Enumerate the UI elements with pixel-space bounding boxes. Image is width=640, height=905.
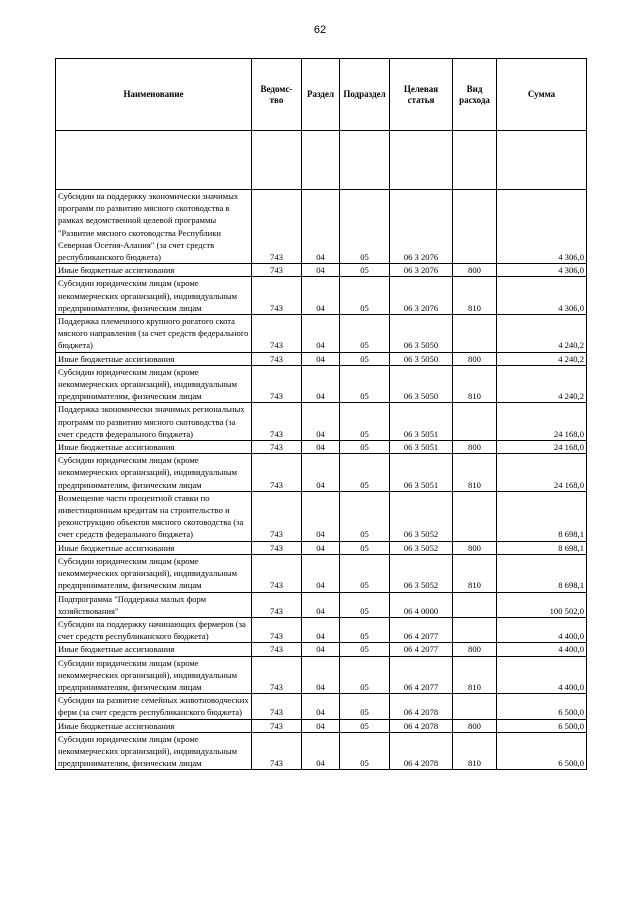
table-row xyxy=(56,541,587,554)
row-sum: 4 240,2 xyxy=(497,365,587,403)
row-section: 04 xyxy=(302,454,340,492)
table-row xyxy=(56,491,587,541)
row-subsection: 05 xyxy=(340,694,390,719)
row-dept: 743 xyxy=(252,277,302,315)
row-subsection: 05 xyxy=(340,643,390,656)
row-section: 04 xyxy=(302,541,340,554)
table-row xyxy=(56,719,587,732)
row-subsection: 05 xyxy=(340,365,390,403)
row-section: 04 xyxy=(302,656,340,694)
row-section: 04 xyxy=(302,441,340,454)
row-sum: 24 168,0 xyxy=(497,454,587,492)
row-dept: 743 xyxy=(252,592,302,617)
row-expense xyxy=(453,617,497,642)
row-article: 06 3 5052 xyxy=(390,541,453,554)
row-name: Субсидии юридическим лицам (кроме некоммерческих организаций), индивидуальным предпринимателям, физическим лицам xyxy=(56,277,252,315)
row-expense xyxy=(453,315,497,353)
row-name: Субсидии юридическим лицам (кроме некоммерческих организаций), индивидуальным предпринимателям, физическим лицам xyxy=(56,656,252,694)
row-name: Субсидии юридическим лицам (кроме некоммерческих организаций), индивидуальным предпринимателям, физическим лицам xyxy=(56,732,252,770)
row-dept: 743 xyxy=(252,694,302,719)
row-sum: 4 306,0 xyxy=(497,190,587,264)
row-expense xyxy=(453,491,497,541)
row-subsection: 05 xyxy=(340,592,390,617)
row-dept: 743 xyxy=(252,315,302,353)
row-sum: 4 306,0 xyxy=(497,277,587,315)
header-subsection: Подраздел xyxy=(340,59,390,131)
row-section: 04 xyxy=(302,719,340,732)
row-expense: 810 xyxy=(453,656,497,694)
row-sum: 4 400,0 xyxy=(497,643,587,656)
row-subsection: 05 xyxy=(340,277,390,315)
row-article: 06 3 5052 xyxy=(390,491,453,541)
row-sum: 100 502,0 xyxy=(497,592,587,617)
header-section: Раздел xyxy=(302,59,340,131)
row-expense xyxy=(453,190,497,264)
table-row xyxy=(56,592,587,617)
row-section: 04 xyxy=(302,277,340,315)
table-row xyxy=(56,277,587,315)
row-dept: 743 xyxy=(252,264,302,277)
row-name: Иные бюджетные ассигнования xyxy=(56,719,252,732)
row-subsection: 05 xyxy=(340,617,390,642)
row-article: 06 4 2078 xyxy=(390,694,453,719)
row-dept: 743 xyxy=(252,365,302,403)
row-sum: 4 400,0 xyxy=(497,617,587,642)
row-article: 06 3 5052 xyxy=(390,554,453,592)
row-article: 06 3 5051 xyxy=(390,403,453,441)
table-row xyxy=(56,190,587,264)
row-section: 04 xyxy=(302,403,340,441)
row-section: 04 xyxy=(302,315,340,353)
row-name: Иные бюджетные ассигнования xyxy=(56,643,252,656)
row-section: 04 xyxy=(302,365,340,403)
row-subsection: 05 xyxy=(340,441,390,454)
row-dept: 743 xyxy=(252,617,302,642)
row-subsection: 05 xyxy=(340,719,390,732)
row-dept: 743 xyxy=(252,541,302,554)
page-number: 62 xyxy=(313,24,327,36)
row-article: 06 3 5051 xyxy=(390,441,453,454)
header-expense: Вид расхода xyxy=(453,59,497,131)
row-subsection: 05 xyxy=(340,454,390,492)
row-section: 04 xyxy=(302,617,340,642)
table-row xyxy=(56,694,587,719)
row-name: Иные бюджетные ассигнования xyxy=(56,264,252,277)
row-article: 06 3 2076 xyxy=(390,277,453,315)
row-article: 06 4 2077 xyxy=(390,643,453,656)
row-dept: 743 xyxy=(252,719,302,732)
row-sum: 8 698,1 xyxy=(497,541,587,554)
row-expense: 800 xyxy=(453,719,497,732)
row-section: 04 xyxy=(302,264,340,277)
row-expense: 800 xyxy=(453,352,497,365)
row-sum: 24 168,0 xyxy=(497,441,587,454)
table-row xyxy=(56,656,587,694)
row-dept: 743 xyxy=(252,732,302,770)
row-dept: 743 xyxy=(252,441,302,454)
row-article: 06 3 5050 xyxy=(390,365,453,403)
row-sum: 8 698,1 xyxy=(497,554,587,592)
row-subsection: 05 xyxy=(340,541,390,554)
row-name: Субсидии юридическим лицам (кроме некоммерческих организаций), индивидуальным предпринимателям, физическим лицам xyxy=(56,454,252,492)
row-name: Иные бюджетные ассигнования xyxy=(56,352,252,365)
row-sum: 4 240,2 xyxy=(497,352,587,365)
row-article: 06 4 2077 xyxy=(390,617,453,642)
row-subsection: 05 xyxy=(340,656,390,694)
table-row xyxy=(56,441,587,454)
row-dept: 743 xyxy=(252,190,302,264)
row-section: 04 xyxy=(302,190,340,264)
row-expense: 800 xyxy=(453,643,497,656)
row-sum: 6 500,0 xyxy=(497,719,587,732)
row-sum: 24 168,0 xyxy=(497,403,587,441)
row-sum: 6 500,0 xyxy=(497,732,587,770)
row-subsection: 05 xyxy=(340,315,390,353)
spacer-row xyxy=(56,131,587,190)
header-name: Наименование xyxy=(56,59,252,131)
row-sum: 4 240,2 xyxy=(497,315,587,353)
row-section: 04 xyxy=(302,592,340,617)
table-row xyxy=(56,264,587,277)
row-sum: 4 400,0 xyxy=(497,656,587,694)
row-dept: 743 xyxy=(252,656,302,694)
row-dept: 743 xyxy=(252,554,302,592)
row-name: Иные бюджетные ассигнования xyxy=(56,541,252,554)
table-header-row xyxy=(56,59,587,131)
row-dept: 743 xyxy=(252,491,302,541)
row-article: 06 4 2078 xyxy=(390,732,453,770)
row-sum: 4 306,0 xyxy=(497,264,587,277)
row-dept: 743 xyxy=(252,454,302,492)
row-expense: 810 xyxy=(453,554,497,592)
row-sum: 6 500,0 xyxy=(497,694,587,719)
row-dept: 743 xyxy=(252,403,302,441)
table-row xyxy=(56,454,587,492)
row-article: 06 4 0000 xyxy=(390,592,453,617)
row-expense: 810 xyxy=(453,732,497,770)
row-article: 06 4 2077 xyxy=(390,656,453,694)
row-section: 04 xyxy=(302,694,340,719)
row-sum: 8 698,1 xyxy=(497,491,587,541)
row-name: Субсидии на поддержку начинающих фермеров (за счет средств республиканского бюджета) xyxy=(56,617,252,642)
row-article: 06 3 2076 xyxy=(390,190,453,264)
row-article: 06 3 5051 xyxy=(390,454,453,492)
row-section: 04 xyxy=(302,554,340,592)
row-subsection: 05 xyxy=(340,264,390,277)
row-name: Подпрограмма "Поддержка малых форм хозяйствования" xyxy=(56,592,252,617)
row-name: Субсидии юридическим лицам (кроме некоммерческих организаций), индивидуальным предпринимателям, физическим лицам xyxy=(56,365,252,403)
header-sum: Сумма xyxy=(497,59,587,131)
row-article: 06 4 2078 xyxy=(390,719,453,732)
row-expense: 810 xyxy=(453,454,497,492)
row-section: 04 xyxy=(302,352,340,365)
row-name: Субсидии юридическим лицам (кроме некоммерческих организаций), индивидуальным предпринимателям, физическим лицам xyxy=(56,554,252,592)
row-expense: 800 xyxy=(453,264,497,277)
row-dept: 743 xyxy=(252,643,302,656)
table-row xyxy=(56,403,587,441)
row-expense xyxy=(453,694,497,719)
row-expense xyxy=(453,592,497,617)
row-article: 06 3 5050 xyxy=(390,315,453,353)
header-dept: Ведомс- тво xyxy=(252,59,302,131)
row-subsection: 05 xyxy=(340,190,390,264)
row-subsection: 05 xyxy=(340,352,390,365)
row-dept: 743 xyxy=(252,352,302,365)
row-subsection: 05 xyxy=(340,491,390,541)
row-subsection: 05 xyxy=(340,403,390,441)
row-name: Субсидии на развитие семейных животноводческих ферм (за счет средств республиканского бюджета) xyxy=(56,694,252,719)
row-article: 06 3 5050 xyxy=(390,352,453,365)
row-name: Поддержка экономически значимых региональных программ по развитию мясного скотоводства (за счет средств федерального бюджета) xyxy=(56,403,252,441)
row-expense: 800 xyxy=(453,541,497,554)
row-expense: 800 xyxy=(453,441,497,454)
row-name: Поддержка племенного крупного рогатого скота мясного направления (за счет средств федерального бюджета) xyxy=(56,315,252,353)
row-section: 04 xyxy=(302,732,340,770)
row-name: Субсидии на поддержку экономически значимых программ по развитию мясного скотоводства в рамках ведомственной целевой программы "Развитие мясного скотоводства Республики Северная Осетия-Алания" (за счет средств республиканского бюджета) xyxy=(56,190,252,264)
row-section: 04 xyxy=(302,643,340,656)
table-row xyxy=(56,732,587,770)
row-expense xyxy=(453,403,497,441)
table-row xyxy=(56,643,587,656)
row-article: 06 3 2076 xyxy=(390,264,453,277)
budget-table xyxy=(55,58,587,770)
table-row xyxy=(56,617,587,642)
row-subsection: 05 xyxy=(340,554,390,592)
row-name: Иные бюджетные ассигнования xyxy=(56,441,252,454)
table-row xyxy=(56,315,587,353)
table-row xyxy=(56,365,587,403)
table-row xyxy=(56,352,587,365)
row-name: Возмещение части процентной ставки по инвестиционным кредитам на строительство и реконструкцию объектов мясного скотоводства (за счет средств федерального бюджета) xyxy=(56,491,252,541)
row-section: 04 xyxy=(302,491,340,541)
header-article: Целевая статья xyxy=(390,59,453,131)
row-expense: 810 xyxy=(453,277,497,315)
row-expense: 810 xyxy=(453,365,497,403)
row-subsection: 05 xyxy=(340,732,390,770)
table-row xyxy=(56,554,587,592)
